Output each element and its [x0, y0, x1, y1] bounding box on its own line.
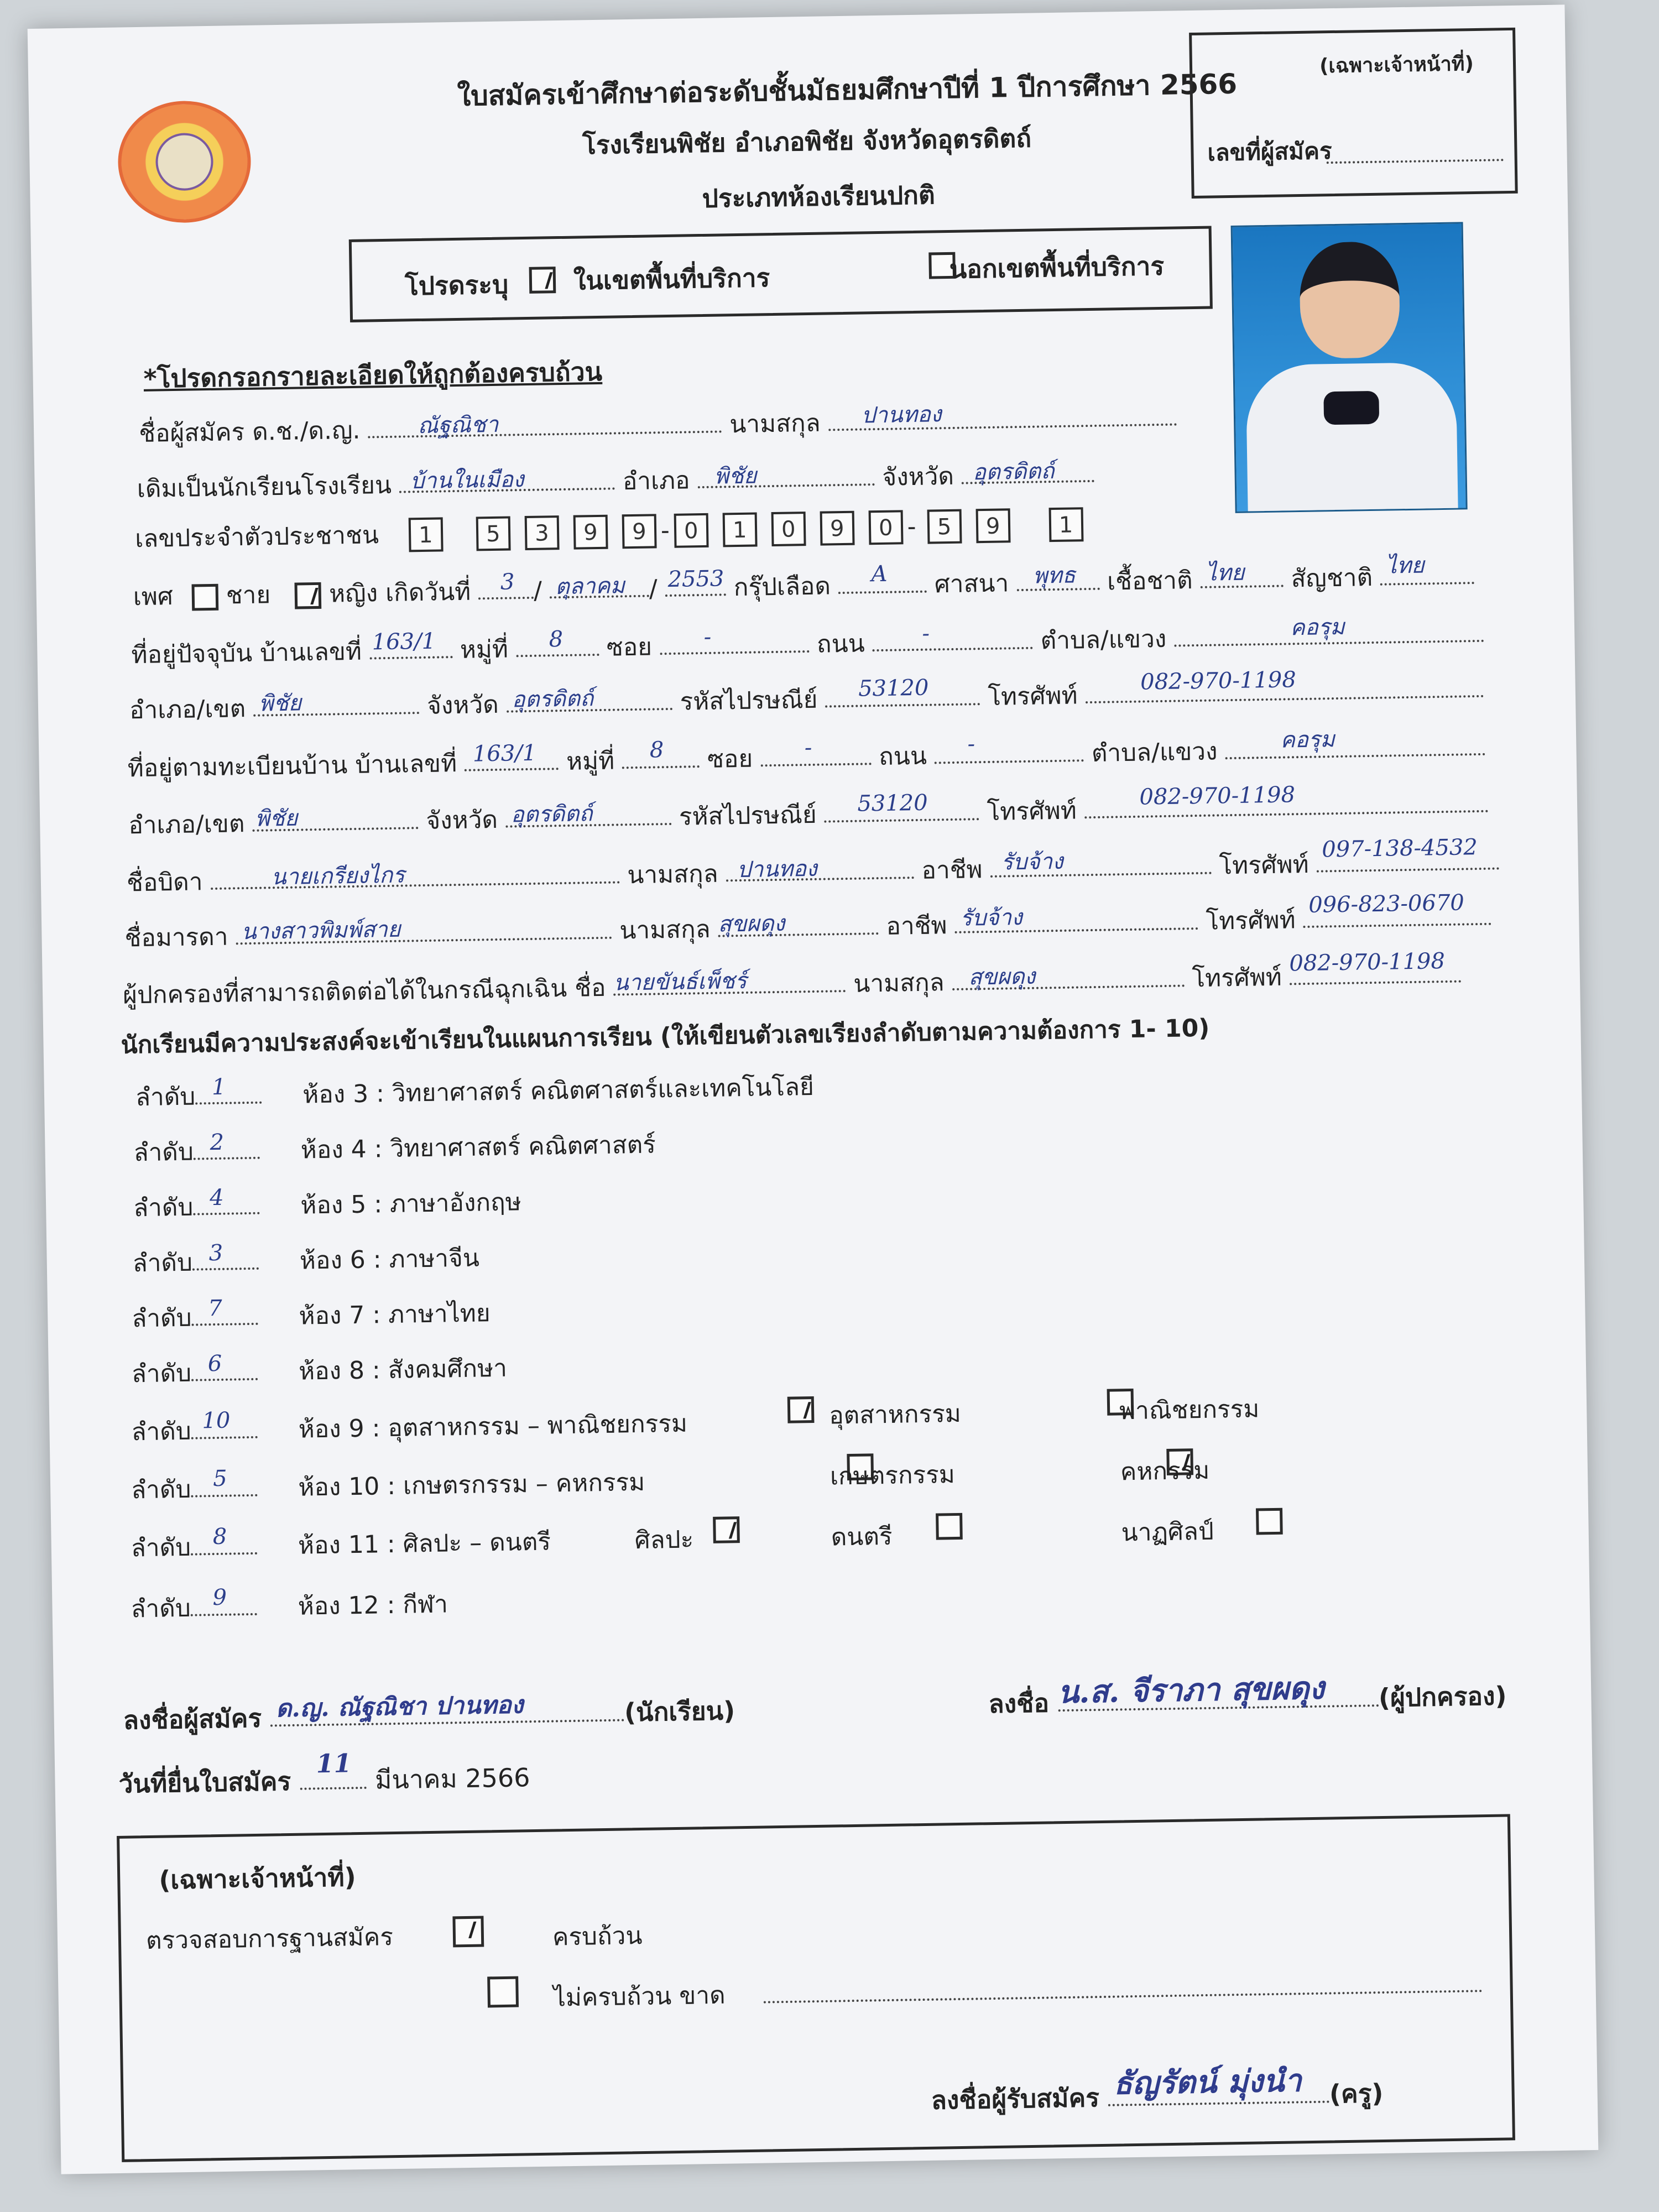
province-value: อุตรดิตถ์: [972, 458, 1055, 486]
registered-phone-label: โทรศัพท์: [987, 796, 1077, 826]
applicant-signature-label: ลงชื่อผู้สมัคร: [123, 1703, 262, 1735]
music-label: ดนตรี: [831, 1522, 893, 1552]
room-label: ห้อง 9 : อุตสาหกรรม – พาณิชยกรรม: [298, 1409, 688, 1444]
id-digit[interactable]: 1: [408, 517, 443, 552]
current-phone-value: 082-970-1198: [1140, 667, 1297, 695]
row-applicant-name: [139, 398, 1177, 453]
rank-label: ลำดับ: [131, 1359, 192, 1389]
id-digit[interactable]: 0: [674, 513, 708, 548]
father-label: ชื่อบิดา: [126, 868, 203, 898]
room-label: ห้อง 10 : เกษตรกรรม – คหกรรม: [298, 1468, 645, 1502]
mother-phone-label: โทรศัพท์: [1206, 906, 1296, 936]
current-district-value: พิชัย: [258, 690, 302, 717]
current-road-field[interactable]: [872, 620, 1033, 652]
rank-label: ลำดับ: [131, 1417, 192, 1447]
current-house-value: 163/1: [372, 628, 436, 655]
registered-district-label: อำเภอ/เขต: [128, 810, 245, 840]
current-subdistrict-field[interactable]: [1174, 614, 1484, 647]
mother-phone-field[interactable]: [1303, 890, 1491, 928]
officer-section-box: [117, 1814, 1515, 2162]
rank-label: ลำดับ: [133, 1138, 194, 1167]
rank-field[interactable]: [193, 1129, 260, 1160]
row-registered-address-1: [127, 728, 1485, 788]
application-form-paper: [28, 4, 1599, 2174]
current-zip-label: รหัสไปรษณีย์: [680, 685, 818, 716]
rank-value: 6: [207, 1350, 222, 1377]
room-label: ห้อง 3 : วิทยาศาสตร์ คณิตศาสตร์และเทคโนโลยี: [302, 1072, 815, 1109]
id-digit[interactable]: 9: [820, 511, 854, 546]
zone-inside-checkbox[interactable]: [529, 267, 556, 294]
father-phone-label: โทรศัพท์: [1219, 850, 1310, 880]
art-label: ศิลปะ: [634, 1525, 694, 1555]
id-digit[interactable]: 9: [622, 514, 656, 549]
surname-value: ปานทอง: [861, 401, 942, 429]
room-label: ห้อง 8 : สังคมศึกษา: [298, 1354, 508, 1386]
name-field[interactable]: [368, 407, 722, 438]
nationality-value: ไทย: [1385, 552, 1425, 579]
music-checkbox[interactable]: [936, 1513, 963, 1540]
sex-label: เพศ: [133, 582, 174, 612]
applicant-signature-field[interactable]: [270, 1691, 625, 1726]
guardian-name-value: นายขันธ์เพ็ชร์: [613, 968, 747, 996]
form-title: ใบสมัครเข้าศึกษาต่อระดับชั้นมัธยมศึกษาปีที่ 1 ปีการศึกษา 2566: [457, 67, 1238, 112]
blood-value: A: [871, 561, 888, 587]
classroom-type: ประเภทห้องเรียนปกติ: [702, 180, 936, 213]
mother-surname-value: สุขผดุง: [718, 910, 785, 937]
registered-zip-value: 53120: [857, 790, 928, 817]
rank-value: 10: [202, 1407, 231, 1434]
current-subdistrict-value: คอรุม: [1290, 614, 1345, 641]
district-value: พิชัย: [714, 463, 757, 489]
id-digit[interactable]: 5: [927, 509, 962, 544]
current-province-field[interactable]: [506, 685, 672, 713]
receiver-signature-value: ธัญรัตน์ มุ่งนำ: [1113, 2062, 1302, 2102]
current-soi-label: ซอย: [606, 633, 653, 662]
room-label: ห้อง 6 : ภาษาจีน: [299, 1244, 480, 1275]
industry-checkbox[interactable]: [787, 1396, 815, 1423]
guardian-signature-field[interactable]: [1057, 1670, 1379, 1712]
province-label: จังหวัด: [882, 462, 954, 492]
missing-items-field[interactable]: [763, 1966, 1483, 2003]
registered-phone-field[interactable]: [1084, 782, 1488, 818]
rank-value: 5: [212, 1465, 227, 1492]
home-economics-label: คหกรรม: [1120, 1456, 1210, 1486]
current-subdistrict-label: ตำบล/แขวง: [1040, 624, 1167, 655]
guardian-signature-row: [988, 1670, 1507, 1724]
id-digit[interactable]: 9: [975, 508, 1010, 543]
registered-road-field[interactable]: [934, 731, 1084, 764]
name-label: ชื่อผู้สมัคร ด.ช./ด.ญ.: [138, 416, 361, 448]
nationality-field[interactable]: [1380, 552, 1475, 586]
registered-subdistrict-field[interactable]: [1225, 727, 1485, 759]
guardian-role: (ผู้ปกครอง): [1378, 1681, 1507, 1713]
rank-label: ลำดับ: [133, 1193, 194, 1223]
registered-moo-field[interactable]: [622, 737, 700, 769]
submit-day-field[interactable]: [300, 1748, 367, 1790]
id-digit[interactable]: 0: [868, 510, 903, 545]
room-label: ห้อง 4 : วิทยาศาสตร์ คณิตศาสตร์: [300, 1130, 656, 1165]
registered-province-value: อุตรดิตถ์: [510, 801, 593, 828]
registered-road-value: -: [967, 731, 975, 757]
current-phone-field[interactable]: [1085, 667, 1484, 703]
id-label: เลขประจำตัวประชาชน: [134, 521, 379, 554]
district-field[interactable]: [697, 460, 875, 488]
row-personal-info: เพศ ชาย หญิง เกิดวันที่ 3 / ตุลาคม / 2553 กรุ๊ปเลือด A ศาสนา พุทธ เชื้อชาติ ไทย สัญชาติ ไทย: [133, 556, 1474, 616]
office-use-box: [1189, 28, 1518, 199]
art-checkbox[interactable]: [713, 1516, 740, 1543]
current-soi-field[interactable]: [659, 624, 809, 655]
current-road-value: -: [922, 620, 930, 646]
mother-job-value: รับจ้าง: [959, 905, 1023, 931]
registered-moo-value: 8: [649, 737, 664, 763]
male-checkbox[interactable]: [191, 584, 218, 611]
female-label: หญิง: [328, 579, 378, 608]
drama-label: นาฏศิลป์: [1121, 1517, 1214, 1547]
current-address-label: ที่อยู่ปัจจุบัน บ้านเลขที่: [131, 637, 362, 670]
id-digit[interactable]: 0: [771, 512, 806, 546]
officer-label: (เฉพาะเจ้าหน้าที่): [158, 1862, 357, 1895]
school-logo-icon: [117, 100, 252, 224]
registered-subdistrict-label: ตำบล/แขวง: [1091, 737, 1218, 768]
rank-value: 9: [212, 1584, 227, 1611]
rank-field[interactable]: [191, 1350, 258, 1381]
applicant-signature-value: ด.ญ. ณัฐณิชา ปานทอง: [275, 1691, 524, 1723]
room-label: ห้อง 11 : ศิลปะ – ดนตรี: [298, 1527, 551, 1560]
receiver-signature-row: [931, 2062, 1384, 2121]
birth-month-field[interactable]: [549, 572, 649, 599]
agriculture-label: เกษตรกรรม: [830, 1460, 956, 1491]
id-digit[interactable]: 1: [1048, 507, 1083, 542]
registered-zip-field[interactable]: [824, 790, 979, 822]
rank-label: ลำดับ: [131, 1594, 191, 1624]
registered-phone-value: 082-970-1198: [1139, 782, 1296, 810]
father-job-label: อาชีพ: [921, 855, 983, 885]
receiver-label: ลงชื่อผู้รับสมัคร: [931, 2083, 1100, 2115]
rank-field[interactable]: [192, 1240, 259, 1271]
current-province-label: จังหวัด: [426, 690, 499, 720]
office-use-label: (เฉพาะเจ้าหน้าที่): [1319, 53, 1474, 78]
father-phone-value: 097-138-4532: [1321, 834, 1478, 863]
current-house-field[interactable]: [369, 628, 452, 659]
father-name-field[interactable]: [210, 858, 620, 890]
id-digit[interactable]: 3: [524, 515, 559, 550]
nationality-label: สัญชาติ: [1291, 563, 1373, 593]
former-school-label: เดิมเป็นนักเรียนโรงเรียน: [137, 471, 392, 504]
registered-province-label: จังหวัด: [426, 805, 498, 835]
guardian-name-field[interactable]: [613, 967, 846, 996]
mother-surname-field[interactable]: [718, 909, 879, 937]
guardian-phone-value: 082-970-1198: [1289, 948, 1446, 977]
male-label: ชาย: [226, 581, 271, 610]
row-mother: [124, 890, 1491, 958]
submit-date-row: [118, 1748, 530, 1804]
registered-road-label: ถนน: [878, 742, 927, 771]
name-value: ณัฐณิชา: [417, 411, 499, 439]
incomplete-checkbox[interactable]: [487, 1976, 519, 2008]
room-label: ห้อง 5 : ภาษาอังกฤษ: [300, 1188, 522, 1220]
guardian-label: ผู้ปกครองที่สามารถติดต่อได้ในกรณีฉุกเฉิน ชื่อ: [122, 973, 606, 1010]
drama-checkbox[interactable]: [1256, 1508, 1283, 1535]
religion-label: ศาสนา: [934, 569, 1009, 599]
room-label: ห้อง 12 : กีฬา: [298, 1590, 448, 1621]
zone-inside-label: ในเขตพื้นที่บริการ: [573, 263, 770, 296]
industry-label: อุตสาหกรรม: [828, 1399, 962, 1430]
current-district-label: อำเภอ/เขต: [129, 695, 246, 725]
rank-label: ลำดับ: [131, 1533, 191, 1563]
registered-house-field[interactable]: [465, 740, 559, 771]
mother-name-value: นางสาวพิมพ์สาย: [241, 916, 401, 945]
room-label: ห้อง 7 : ภาษาไทย: [299, 1299, 491, 1331]
registered-district-field[interactable]: [252, 804, 419, 832]
birth-year-value: 2553: [667, 566, 724, 593]
registered-district-value: พิชัย: [254, 805, 298, 832]
id-digit[interactable]: 1: [722, 512, 757, 547]
father-surname-field[interactable]: [726, 853, 914, 881]
province-field[interactable]: [961, 457, 1094, 484]
preference-row: [131, 1522, 551, 1568]
mother-phone-value: 096-823-0670: [1308, 890, 1465, 918]
id-separator: -: [907, 512, 916, 541]
preference-row: [132, 1239, 479, 1283]
check-label: ตรวจสอบการฐานสมัคร: [145, 1923, 394, 1955]
guardian-signature-label: ลงชื่อ: [988, 1688, 1050, 1719]
guardian-phone-field[interactable]: [1289, 948, 1461, 985]
row-national-id: [135, 504, 1098, 558]
preference-row: [133, 1182, 522, 1227]
commerce-label: พาณิชยกรรม: [1119, 1395, 1260, 1426]
birth-label: เกิดวันที่: [385, 577, 471, 608]
zone-selection-box: [349, 226, 1213, 322]
receiver-signature-field[interactable]: [1108, 2062, 1329, 2106]
female-checkbox[interactable]: [295, 582, 322, 609]
submit-date-label: วันที่ยื่นใบสมัคร: [118, 1766, 291, 1799]
row-former-school: [137, 455, 1094, 508]
id-digit[interactable]: 5: [476, 516, 510, 551]
father-job-value: รับจ้าง: [1000, 848, 1064, 875]
rank-label: ลำดับ: [132, 1248, 193, 1278]
mother-label: ชื่อมารดา: [124, 922, 228, 953]
preference-row: [135, 1067, 815, 1117]
guardian-phone-label: โทรศัพท์: [1192, 963, 1282, 993]
preferences-heading: นักเรียนมีความประสงค์จะเข้าเรียนในแผนการเรียน (ให้เขียนตัวเลขเรียงลำดับตามความต้องการ 1- 10): [121, 1014, 1210, 1060]
registered-soi-field[interactable]: [760, 734, 872, 766]
current-moo-label: หมู่ที่: [460, 635, 509, 664]
instruction-text: *โปรดกรอกรายละเอียดให้ถูกต้องครบถ้วน: [143, 356, 603, 394]
zone-outside-label: นอกเขตพื้นที่บริการ: [949, 251, 1165, 284]
mother-name-field[interactable]: [236, 914, 612, 945]
guardian-surname-label: นามสกุล: [853, 968, 945, 998]
father-surname-value: ปานทอง: [737, 855, 817, 883]
id-digit[interactable]: 9: [573, 515, 608, 550]
birth-year-field[interactable]: [665, 566, 726, 597]
former-school-value: บ้านในเมือง: [410, 467, 524, 494]
current-moo-field[interactable]: [515, 627, 599, 657]
rank-value: 8: [212, 1524, 227, 1550]
preference-row: [133, 1125, 656, 1172]
rank-field[interactable]: [195, 1074, 262, 1105]
registered-moo-label: หมู่ที่: [566, 747, 615, 776]
registered-subdistrict-value: คอรุม: [1280, 727, 1335, 753]
rank-label: ลำดับ: [131, 1475, 191, 1505]
applicant-role: (นักเรียน): [624, 1695, 735, 1728]
applicant-signature-row: [123, 1691, 735, 1740]
rank-value: 1: [211, 1074, 226, 1100]
mother-surname-label: นามสกุล: [619, 915, 711, 945]
rank-field[interactable]: [190, 1584, 257, 1616]
preference-row: [131, 1584, 448, 1628]
complete-checkbox[interactable]: [452, 1916, 484, 1948]
blood-field[interactable]: [838, 561, 927, 594]
rank-value: 2: [210, 1129, 225, 1156]
district-label: อำเภอ: [622, 466, 690, 496]
birth-day-value: 3: [500, 569, 515, 595]
birth-day-field[interactable]: [478, 569, 534, 600]
mother-job-label: อาชีพ: [886, 911, 947, 941]
rank-value: 3: [208, 1240, 223, 1266]
current-soi-value: -: [703, 624, 712, 650]
birth-month-value: ตุลาคม: [555, 573, 625, 600]
student-photo: [1231, 222, 1468, 513]
guardian-signature-value: น.ส. จีราภา สุขผดุง: [1057, 1670, 1325, 1711]
race-value: ไทย: [1206, 560, 1245, 586]
current-moo-value: 8: [549, 627, 564, 653]
rank-label: ลำดับ: [135, 1082, 196, 1112]
row-father: [126, 834, 1499, 902]
registered-zip-label: รหัสไปรษณีย์: [679, 800, 817, 831]
surname-label: นามสกุล: [729, 409, 821, 439]
submit-month-year: มีนาคม 2566: [374, 1762, 530, 1795]
applicant-no-label: เลขที่ผู้สมัคร: [1207, 137, 1332, 166]
father-job-field[interactable]: [990, 849, 1212, 878]
school-name: โรงเรียนพิชัย อำเภอพิชัย จังหวัดอุตรดิตถ์: [582, 123, 1032, 160]
row-registered-address-2: [128, 782, 1488, 845]
rank-label: ลำดับ: [131, 1303, 192, 1333]
father-phone-field[interactable]: [1316, 834, 1499, 872]
race-field[interactable]: [1200, 562, 1284, 588]
registered-soi-label: ซอย: [707, 744, 753, 774]
id-separator: -: [660, 516, 670, 545]
rank-value: 4: [209, 1185, 224, 1211]
preference-row: [132, 1293, 491, 1338]
row-current-address-1: [131, 614, 1484, 674]
rank-field[interactable]: [191, 1295, 258, 1326]
preference-row: [131, 1349, 507, 1394]
current-road-label: ถนน: [816, 629, 865, 659]
guardian-surname-value: สุขผดุง: [968, 963, 1036, 990]
rank-field[interactable]: [191, 1524, 258, 1556]
religion-field[interactable]: [1016, 562, 1100, 591]
rank-field[interactable]: [191, 1465, 258, 1498]
current-district-field[interactable]: [253, 688, 420, 717]
father-surname-label: นามสกุล: [627, 859, 719, 890]
blood-label: กรุ๊ปเลือด: [733, 572, 831, 602]
former-school-field[interactable]: [399, 464, 615, 493]
receiver-role: (ครู): [1329, 2078, 1384, 2109]
preference-row: [131, 1463, 645, 1510]
rank-field[interactable]: [191, 1407, 258, 1439]
current-province-value: อุตรดิตถ์: [512, 686, 594, 713]
zone-prefix: โปรดระบุ: [404, 269, 509, 301]
current-phone-label: โทรศัพท์: [987, 681, 1078, 711]
mother-job-field[interactable]: [954, 904, 1198, 933]
registered-house-value: 163/1: [472, 740, 537, 767]
rank-value: 7: [207, 1295, 223, 1322]
race-label: เชื้อชาติ: [1107, 566, 1193, 596]
registered-soi-value: -: [804, 734, 812, 761]
preference-row: [131, 1404, 687, 1452]
religion-value: พุทธ: [1032, 562, 1076, 589]
current-zip-field[interactable]: [825, 675, 980, 707]
father-name-value: นายเกรียงไกร: [270, 862, 405, 890]
row-current-address-2: [129, 667, 1484, 729]
applicant-no-field[interactable]: [1326, 135, 1504, 164]
complete-label: ครบถ้วน: [552, 1922, 643, 1952]
current-zip-value: 53120: [858, 675, 929, 702]
submit-day-value: 11: [316, 1748, 352, 1779]
row-guardian: [122, 948, 1462, 1015]
incomplete-label: ไม่ครบถ้วน ขาด: [553, 1981, 726, 2012]
surname-field[interactable]: [828, 400, 1177, 431]
registered-address-label: ที่อยู่ตามทะเบียนบ้าน บ้านเลขที่: [127, 749, 457, 783]
registered-province-field[interactable]: [505, 800, 671, 828]
rank-field[interactable]: [193, 1185, 260, 1215]
guardian-surname-field[interactable]: [952, 961, 1185, 990]
